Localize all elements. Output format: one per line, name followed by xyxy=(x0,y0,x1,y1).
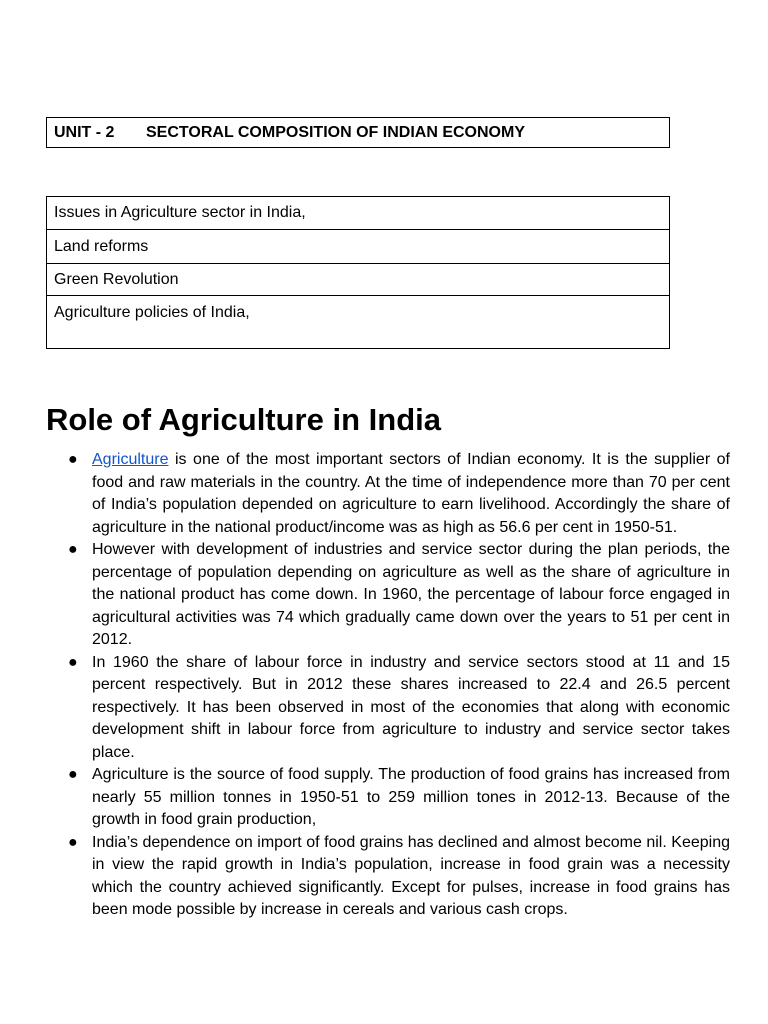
unit-title: SECTORAL COMPOSITION OF INDIAN ECONOMY xyxy=(146,123,525,141)
list-item xyxy=(68,539,730,652)
bullet-list xyxy=(68,449,730,922)
bullet-icon: ● xyxy=(68,766,78,783)
bullet-text: In 1960 the share of labour force in industry and service sectors stood at 11 and 15 percent respectively. But in 2012 these shares increased to 22.4 and 26.5 percent respectively. It has been observed in most of the economies that along with economic development shift in labour force from agriculture to industry and service sector takes place. xyxy=(92,653,730,761)
list-item xyxy=(68,764,730,832)
topic-row: Land reforms xyxy=(47,230,669,264)
bullet-text: Agriculture is the source of food supply. The production of food grains has increased from nearly 55 million tonnes in 1950-51 to 259 million tones in 2012-13. Because of the growth in food grain production, xyxy=(92,766,730,828)
list-item xyxy=(68,449,730,539)
bullet-icon: ● xyxy=(68,451,78,468)
topics-table xyxy=(46,196,670,349)
list-item xyxy=(68,652,730,765)
bullet-text: However with development of industries and service sector during the plan periods, the percentage of population depending on agriculture as well as the share of agriculture in the national product has come down. In 1960, the percentage of labour force engaged in agricultural activities was 74 which gradually came down over the years to 51 per cent in 2012. xyxy=(92,541,730,648)
bullet-text: India’s dependence on import of food grains has declined and almost become nil. Keeping in view the rapid growth in India’s population, increase in food grain was a necessity which the country achieved significantly. Except for pulses, increase in food grains has been mode possible by increase in cereals and various cash crops. xyxy=(92,833,730,918)
section-heading: Role of Agriculture in India xyxy=(46,402,441,437)
agriculture-link[interactable]: Agriculture xyxy=(92,451,169,468)
topic-row: Agriculture policies of India, xyxy=(54,304,250,321)
unit-title-box xyxy=(46,117,670,148)
list-item xyxy=(68,832,730,922)
bullet-icon: ● xyxy=(68,541,78,558)
topic-row: Issues in Agriculture sector in India, xyxy=(47,197,669,230)
unit-label: UNIT - 2 xyxy=(54,123,115,141)
topic-row: Green Revolution xyxy=(47,264,669,296)
bullet-icon: ● xyxy=(68,833,78,851)
bullet-icon: ● xyxy=(68,653,78,671)
bullet-text: is one of the most important sectors of Indian economy. It is the supplier of food and raw materials in the country. At the time of independence more than 70 per cent of India’s population depended on agriculture to earn livelihood. Accordingly the share of agriculture in the national product/income was as high as 56.6 per cent in 1950-51. xyxy=(92,451,730,536)
